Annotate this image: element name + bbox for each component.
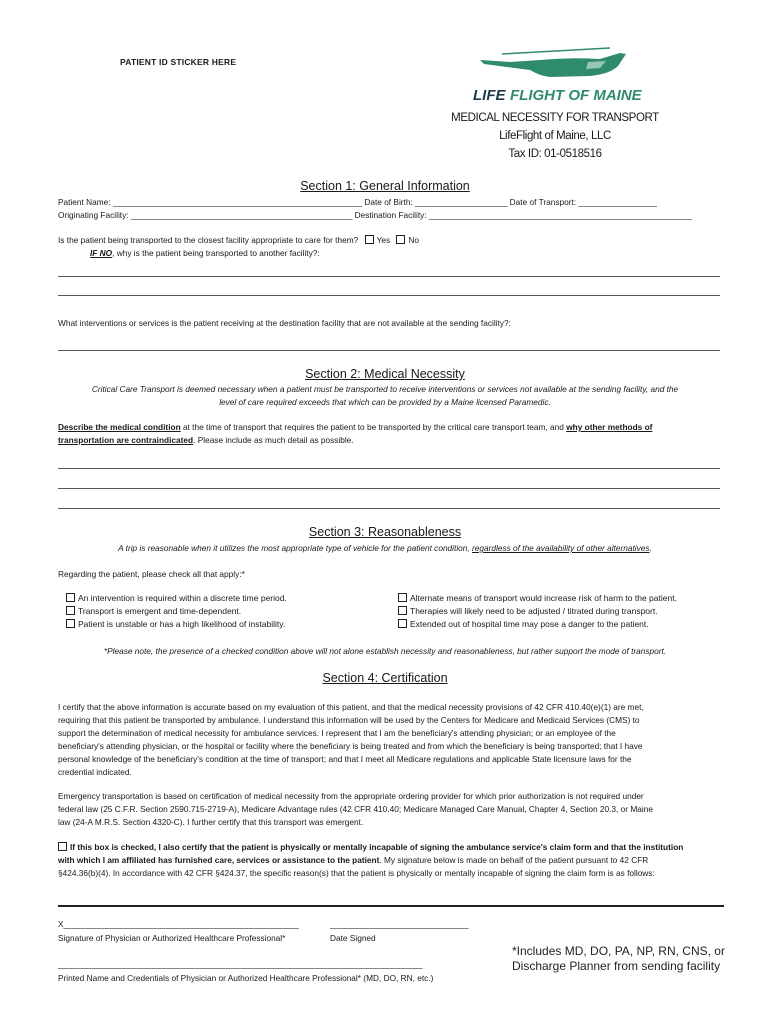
section-3-intro: A trip is reasonable when it utilizes the most appropriate type of vehicle for the patient condition, regardless of the availability of other alternatives.: [118, 543, 652, 553]
interventions-question: What interventions or services is the patient receiving at the destination facility that are not available at the sending facility?:: [58, 318, 511, 328]
date-label: Date Signed: [330, 933, 376, 943]
checklist-item[interactable]: Extended out of hospital time may pose a danger to the patient.: [398, 618, 677, 631]
answer-line[interactable]: [58, 468, 720, 469]
organization-name: LifeFlight of Maine, LLC: [499, 130, 611, 142]
checklist-item[interactable]: Alternate means of transport would increase risk of harm to the patient.: [398, 592, 677, 605]
printed-name-label: Printed Name and Credentials of Physician or Authorized Healthcare Professional* (MD, DO, RN, etc.): [58, 973, 434, 983]
checkbox[interactable]: [398, 593, 407, 602]
lifeflight-logo: [470, 44, 660, 106]
checkbox[interactable]: [66, 619, 75, 628]
date-line[interactable]: ______________________________: [330, 919, 469, 929]
answer-line[interactable]: [58, 295, 720, 296]
left-checklist: [66, 592, 287, 631]
svg-text:FLIGHT OF MAINE: FLIGHT OF MAINE: [510, 87, 642, 104]
section-2-title: Section 2: Medical Necessity: [305, 367, 465, 381]
signature-line[interactable]: X___________________________________________________: [58, 919, 299, 929]
divider: [58, 905, 724, 907]
incapable-checkbox[interactable]: [58, 842, 67, 851]
answer-line[interactable]: [58, 508, 720, 509]
credentials-note: *Includes MD, DO, PA, NP, RN, CNS, or Discharge Planner from sending facility: [512, 944, 725, 973]
section-1-title: Section 1: General Information: [300, 179, 470, 193]
patient-id-sticker-label: PATIENT ID STICKER HERE: [120, 57, 237, 67]
section-2-intro-1: Critical Care Transport is deemed necessary when a patient must be transported to receive interventions or services not available at the sending facility, and the: [91, 384, 679, 394]
checkbox[interactable]: [66, 606, 75, 615]
answer-line[interactable]: [58, 350, 720, 351]
certification-paragraph-1: I certify that the above information is accurate based on my evaluation of this patient, and that the medical necessity provisions of 42 CFR 410.40(e)(1) are met, requiring that this patient be transported by ambulance. I understand this information will be used by the Centers for Medicare and Medicaid Services (CMS) to support the determination of medical necessity for ambulance services. I represent that I am the beneficiary's attending physician; or an employee of the beneficiary's attending physician, or the hospital or facility where the beneficiary is being treated and from which the beneficiary is being transported; that I have personal knowledge of the beneficiary's condition at the time of transport; and that I meet all Medicare regulations and applicable State licensure laws for the credential indicated.: [58, 702, 644, 777]
describe-condition-instruction-2: transportation are contraindicated. Please include as much detail as possible.: [58, 435, 354, 445]
facility-fields[interactable]: Originating Facility: ________________________________________________ Destination Facility: _________________________________________________________: [58, 210, 692, 220]
no-checkbox[interactable]: [396, 235, 405, 244]
tax-id: Tax ID: 01-0518516: [508, 148, 602, 160]
answer-line[interactable]: [58, 276, 720, 277]
checklist-item[interactable]: Therapies will likely need to be adjusted / titrated during transport.: [398, 605, 677, 618]
checkbox[interactable]: [398, 619, 407, 628]
right-checklist: [398, 592, 677, 631]
no-label: No: [408, 235, 420, 245]
yes-checkbox[interactable]: [365, 235, 374, 244]
incapable-signing-paragraph: If this box is checked, I also certify that the patient is physically or mentally incapable of signing the ambulance service's claim form and that the institution with which I am affiliated has furnished care, services or assistance to the patient. My signature below is made on behalf of the patient pursuant to 42 CFR §424.36(b)(4). In accordance with 42 CFR §424.37, the specific reason(s) that the patient is physically or mentally incapable of signing the claim form is as follows:: [58, 842, 684, 878]
checklist-item[interactable]: Patient is unstable or has a high likelihood of instability.: [66, 618, 287, 631]
patient-name-field[interactable]: Patient Name: ______________________________________________________ Date of Birth: ____________________ Date of Transport: _________________: [58, 197, 657, 207]
svg-text:LIFE: LIFE: [473, 87, 506, 104]
certification-paragraph-2: Emergency transportation is based on certification of medical necessity from the appropriate ordering provider for which prior authorization is not required under federal law (25 C.F.R. Section 2590.715-2719-A), Medicare Advantage rules (42 CFR 410.40; Medicare Managed Care Manual, Chapter 4, Section 20.3, or Maine law (24-A M.R.S. Section 4320-C). I further certify that this transport was emergent.: [58, 791, 653, 827]
yes-label: Yes: [376, 235, 391, 245]
checkbox[interactable]: [398, 606, 407, 615]
helicopter-icon: [470, 44, 660, 106]
answer-line[interactable]: [58, 488, 720, 489]
section-3-title: Section 3: Reasonableness: [308, 525, 462, 539]
if-no-question: IF NO, why is the patient being transported to another facility?:: [90, 248, 320, 258]
closest-facility-question: Is the patient being transported to the closest facility appropriate to care for them? Yes No: [58, 235, 420, 245]
section-2-intro-2: level of care required exceeds that which can be provided by a Maine licensed Paramedic.: [219, 397, 551, 407]
printed-name-line[interactable]: _______________________________________________________________________________: [58, 959, 423, 969]
checkbox[interactable]: [66, 593, 75, 602]
section-4-title: Section 4: Certification: [322, 671, 448, 685]
section-3-note: *Please note, the presence of a checked condition above will not alone establish necessity and reasonableness, but rather support the mode of transport.: [103, 646, 667, 656]
checklist-item[interactable]: Transport is emergent and time-dependent.: [66, 605, 287, 618]
document-title: MEDICAL NECESSITY FOR TRANSPORT: [451, 112, 659, 124]
check-all-instruction: Regarding the patient, please check all that apply:*: [58, 569, 245, 579]
describe-condition-instruction: Describe the medical condition at the time of transport that requires the patient to be transported by the critical care transport team, and why other methods of: [58, 422, 653, 432]
checklist-item[interactable]: An intervention is required within a discrete time period.: [66, 592, 287, 605]
signature-label: Signature of Physician or Authorized Healthcare Professional*: [58, 933, 286, 943]
